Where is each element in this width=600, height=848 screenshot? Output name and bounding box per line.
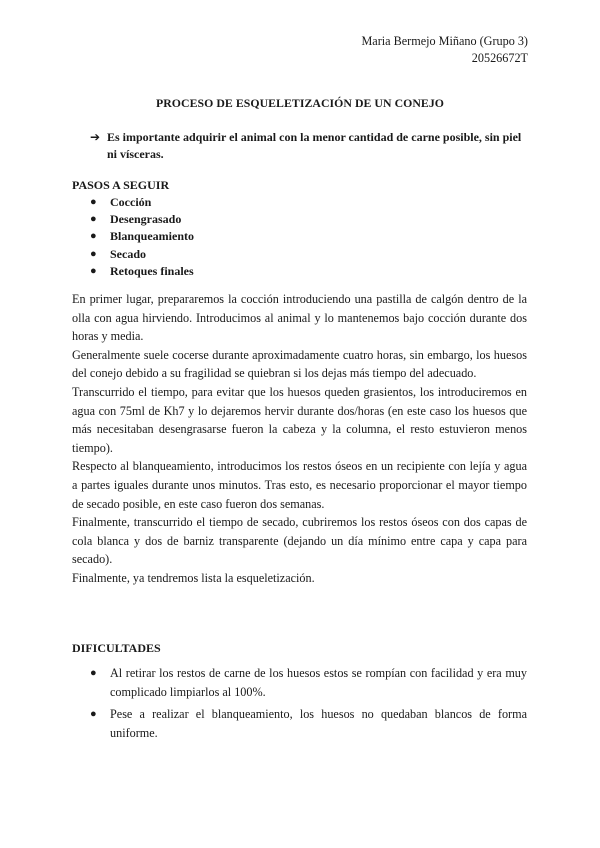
document-title: PROCESO DE ESQUELETIZACIÓN DE UN CONEJO [155, 96, 445, 110]
list-item [90, 228, 194, 245]
steps-heading: PASOS A SEGUIR [72, 178, 170, 192]
body-text [72, 290, 527, 588]
bullet-icon: ● [90, 247, 97, 260]
paragraph: Generalmente suele cocerse durante aproximadamente cuatro horas, sin embargo, los huesos del conejo debido a su fragilidad se quiebran si los dejas más tiempo del adecuado. [72, 347, 527, 381]
paragraph: Finalmente, ya tendremos lista la esqueletización. [72, 570, 315, 585]
list-item [90, 211, 194, 228]
paragraph: Finalmente, transcurrido el tiempo de secado, cubriremos los restos óseos con dos capas de cola blanca y dos de barniz transparente (dejando un día mínimo entre capa y capa para secado). [72, 515, 527, 567]
important-note [90, 129, 530, 163]
bullet-icon: ● [90, 264, 97, 277]
difficulty-text: Al retirar los restos de carne de los huesos estos se rompían con facilidad y era muy complicado limpiarlos al 100%. [110, 666, 527, 699]
note-text: Es importante adquirir el animal con la menor cantidad de carne posible, sin piel ni vísceras. [107, 130, 522, 161]
paragraph: Transcurrido el tiempo, para evitar que los huesos queden grasientos, los introduciremos en agua con 75ml de Kh7 y lo dejaremos hervir durante dos/horas (en este caso los huesos que más necesitaban desengrasarse fueron la cabeza y la columna, el resto estuvieron menos tiempo). [72, 384, 527, 455]
list-item [90, 664, 527, 701]
difficulties-heading: DIFICULTADES [72, 641, 161, 655]
list-item [90, 194, 194, 211]
bullet-icon: ● [90, 230, 97, 243]
student-id: 20526672T [471, 50, 528, 65]
steps-list [90, 194, 194, 280]
bullet-icon: ● [90, 708, 97, 721]
difficulty-text: Pese a realizar el blanqueamiento, los huesos no quedaban blancos de forma uniforme. [110, 707, 527, 740]
list-item [90, 263, 194, 280]
list-item [90, 705, 527, 742]
list-item [90, 246, 194, 263]
bullet-icon: ● [90, 667, 97, 679]
author-block [361, 33, 528, 66]
step-label: Retoques finales [110, 263, 194, 278]
step-label: Secado [110, 246, 146, 261]
paragraph: En primer lugar, prepararemos la cocción introduciendo una pastilla de calgón dentro de la olla con agua hirviendo. Introducimos al animal y lo mantenemos bajo cocción durante dos horas y media. [72, 292, 527, 344]
bullet-icon: ● [90, 196, 97, 208]
step-label: Cocción [110, 195, 152, 209]
arrow-icon: ➔ [90, 130, 101, 144]
difficulties-list [90, 664, 527, 746]
bullet-icon: ● [90, 213, 97, 226]
step-label: Desengrasado [110, 212, 182, 227]
paragraph: Respecto al blanqueamiento, introducimos los restos óseos en un recipiente con lejía y agua a partes iguales durante unos minutos. Tras esto, es necesario proporcionar el mayor tiempo de secado posible, en este caso fueron dos semanas. [72, 459, 527, 511]
step-label: Blanqueamiento [110, 229, 195, 244]
author-name: Maria Bermejo Miñano (Grupo 3) [361, 34, 528, 48]
